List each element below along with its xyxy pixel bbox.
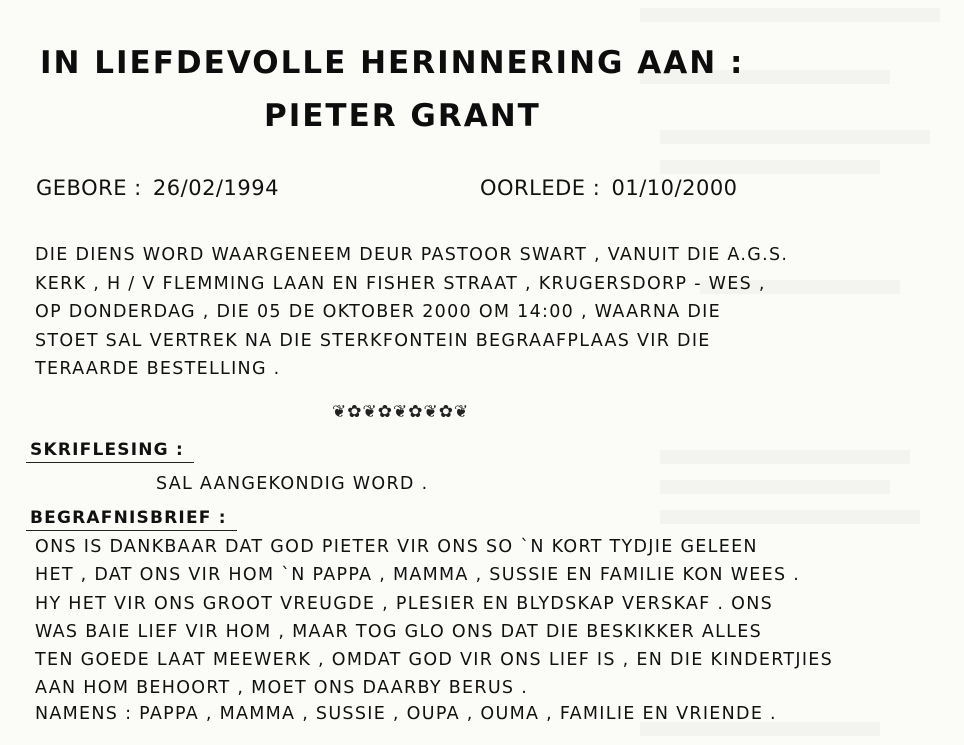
deceased-name: PIETER GRANT: [264, 98, 541, 134]
scripture-text: SAL AANGEKONDIG WORD .: [156, 474, 429, 494]
letter-line: HET , DAT ONS VIR HOM `N PAPPA , MAMMA , SUSSIE EN FAMILIE KON WEES .: [35, 565, 801, 586]
birth-date: [36, 176, 279, 200]
letter-line: TEN GOEDE LAAT MEEWERK , OMDAT GOD VIR ONS LIEF IS , EN DIE KINDERTJIES: [35, 650, 834, 671]
letter-line: HY HET VIR ONS GROOT VREUGDE , PLESIER EN BLYDSKAP VERSKAF . ONS: [35, 593, 774, 614]
death-date-value: 01/10/2000: [611, 176, 738, 200]
service-line: OP DONDERDAG , DIE 05 DE OKTOBER 2000 OM 14:00 , WAARNA DIE: [35, 302, 721, 322]
letter-line: WAS BAIE LIEF VIR HOM , MAAR TOG GLO ONS DAT DIE BESKIKKER ALLES: [35, 621, 762, 642]
letter-heading: [30, 508, 227, 528]
heading-underline: [26, 462, 194, 463]
service-line: DIE DIENS WORD WAARGENEEM DEUR PASTOOR SWART , VANUIT DIE A.G.S.: [35, 245, 789, 265]
scripture-heading: [30, 440, 184, 460]
letter-line: ONS IS DANKBAAR DAT GOD PIETER VIR ONS SO `N KORT TYDJIE GELEEN: [35, 537, 758, 557]
service-line: STOET SAL VERTREK NA DIE STERKFONTEIN BEGRAAFPLAAS VIR DIE: [35, 330, 711, 351]
title-line-1: IN LIEFDEVOLLE HERINNERING AAN :: [40, 45, 745, 81]
letter-line: AAN HOM BEHOORT , MOET ONS DAARBY BERUS .: [35, 678, 529, 699]
signoff: NAMENS : PAPPA , MAMMA , SUSSIE , OUPA , OUMA , FAMILIE EN VRIENDE .: [35, 704, 777, 724]
flower-divider-icon: ❦✿❦✿❦✿❦✿❦: [332, 402, 470, 422]
service-line: TERAARDE BESTELLING .: [35, 359, 281, 379]
scripture-heading-label: SKRIFLESING :: [30, 440, 184, 460]
heading-underline: [26, 530, 237, 531]
funeral-letter: [35, 533, 833, 703]
death-date: [480, 176, 738, 200]
service-details: [35, 241, 788, 384]
service-line: KERK , H / V FLEMMING LAAN EN FISHER STRAAT , KRUGERSDORP - WES ,: [35, 273, 766, 294]
letter-heading-label: BEGRAFNISBRIEF :: [30, 508, 227, 528]
birth-date-value: 26/02/1994: [152, 176, 279, 200]
death-date-label: OORLEDE :: [480, 176, 601, 200]
birth-date-label: GEBORE :: [36, 176, 142, 200]
